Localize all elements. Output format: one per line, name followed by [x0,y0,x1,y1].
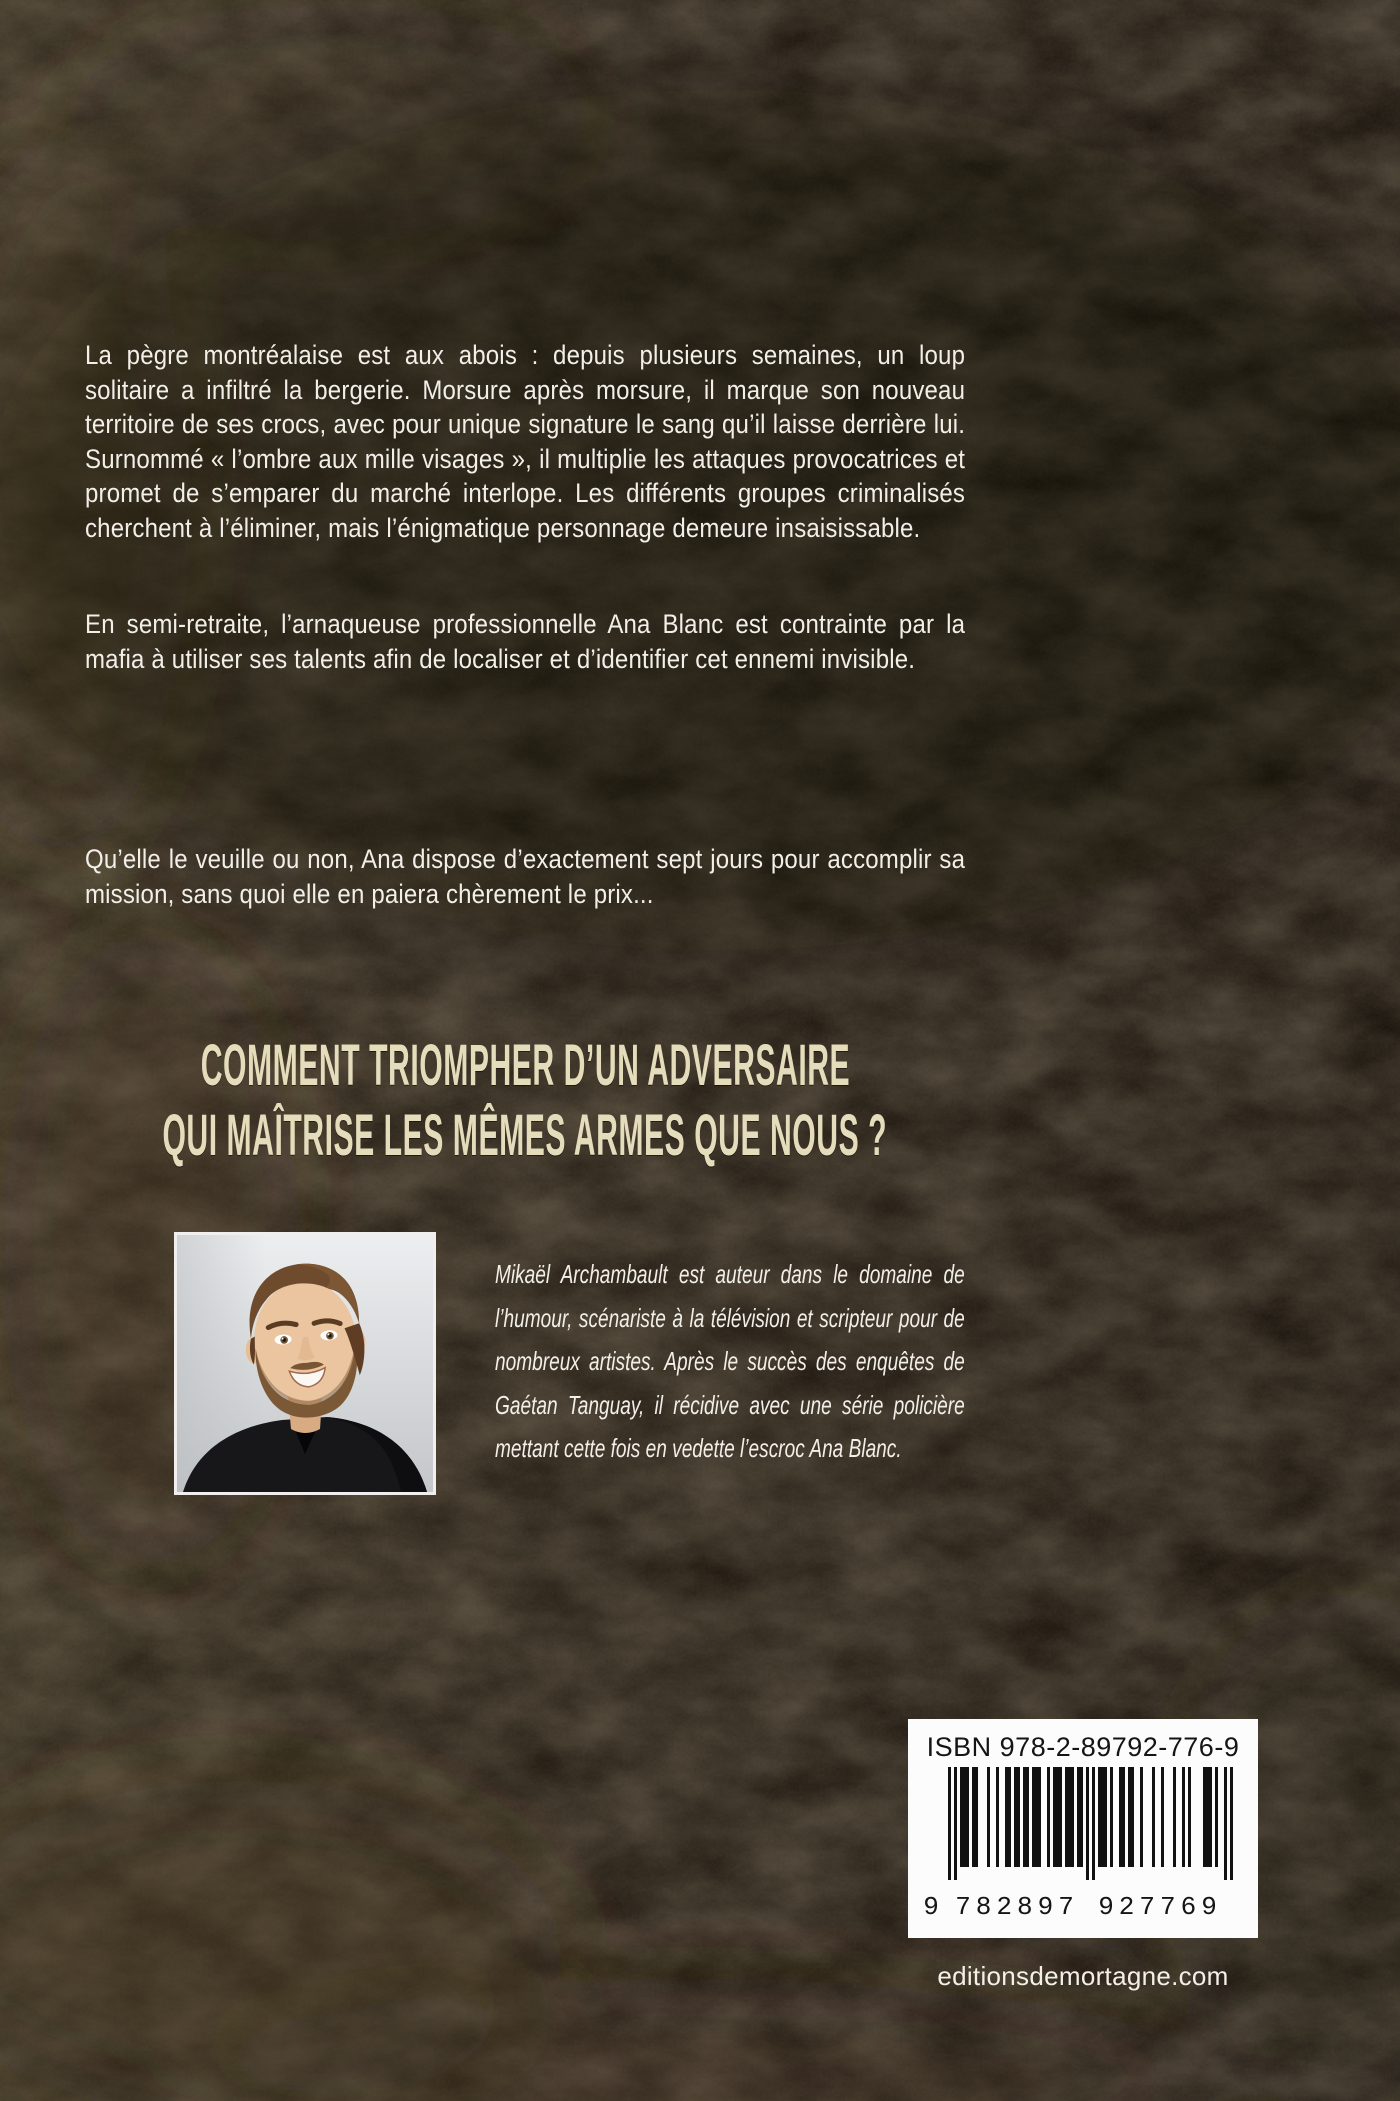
synopsis-paragraph-2: En semi-retraite, l’arnaqueuse professionnelle Ana Blanc est contrainte par la mafia à utiliser ses talents afin de localiser et d’identifier cet ennemi invisible. [85,609,966,674]
barcode-digit-9: 9 [923,1892,939,1919]
tagline-line-2-text: QUI MAÎTRISE LES MÊMES ARMES QUE NOUS ? [162,1102,888,1168]
isbn-number: ISBN 978-2-89792-776-9 [926,1732,1240,1762]
tagline [85,1030,965,1170]
isbn-barcode-box [908,1719,1258,1938]
tagline-line-1-text: COMMENT TRIOMPHER D’UN ADVERSAIRE [200,1032,850,1098]
tagline-line-1 [85,1030,965,1100]
barcode-digits-left: 782897 [955,1892,1079,1919]
tagline-line-2 [85,1100,965,1170]
barcode-digits-right: 927769 [1098,1892,1222,1919]
author-bio: Mikaël Archambault est auteur dans le domaine de l’humour, scénariste à la télévision et scripteur pour de nombreux artistes. Après le succès des enquêtes de Gaétan Tanguay, il récidive avec une série policière mettant cette fois en vedette l’escroc Ana Blanc. [495,1259,965,1463]
author-photo-illustration [177,1235,433,1492]
synopsis-paragraph-3: Qu’elle le veuille ou non, Ana dispose d’exactement sept jours pour accomplir sa mission, sans quoi elle en paiera chèrement le prix... [85,844,966,909]
synopsis-paragraph-1: La pègre montréalaise est aux abois : depuis plusieurs semaines, un loup solitaire a infiltré la bergerie. Morsure après morsure, il marque son nouveau territoire de ses crocs, avec pour unique signature le sang qu’il laisse derrière lui. Surnommé « l’ombre aux mille visages », il multiplie les attaques provocatrices et promet de s’emparer du marché interlope. Les différents groupes criminalisés cherchent à l’éliminer, mais l’énigmatique personnage demeure insaisissable. [85,340,966,543]
author-photo [174,1232,436,1495]
ean13-barcode [918,1767,1248,1919]
publisher-website: editionsdemortagne.com [937,1961,1229,1991]
barcode-bars [948,1767,1233,1880]
